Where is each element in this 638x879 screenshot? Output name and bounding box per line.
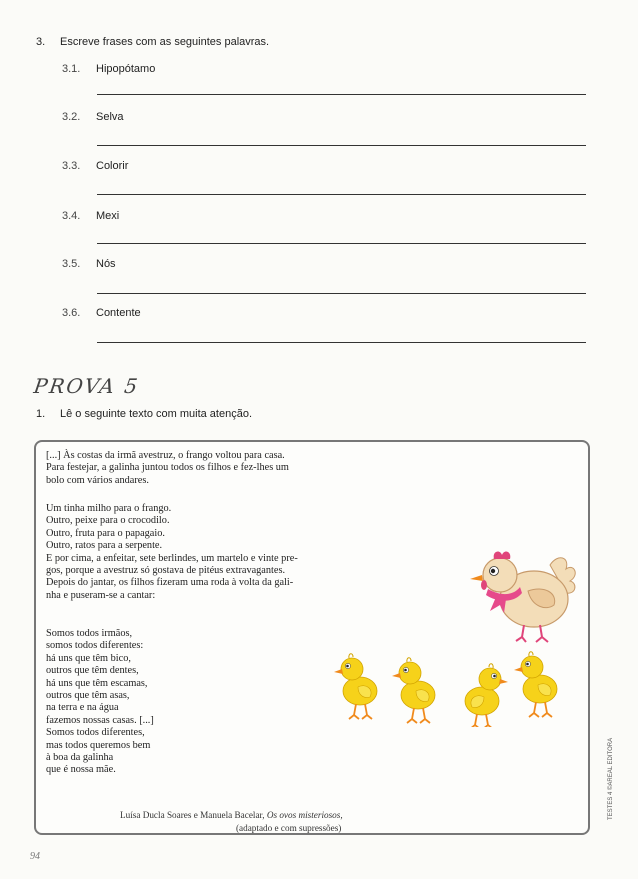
- credit-authors: Luísa Ducla Soares e Manuela Bacelar,: [120, 810, 267, 820]
- item-number: 3.3.: [62, 160, 81, 172]
- answer-line-4[interactable]: [97, 243, 586, 244]
- list-item: [62, 63, 155, 75]
- item-number: 3.5.: [62, 258, 81, 270]
- item-word: Mexi: [96, 210, 120, 222]
- text-paragraph-2: Um tinha milho para o frango. Outro, peixe para o crocodilo. Outro, fruta para o papagaio. Outro, ratos para a serpente. E por cima, a enfeitar, sete berlindes, um martelo e vinte pre- gos, porque a avestruz só gostava de pitéus extravagantes. Depois do jantar, os filhos fizeram uma roda à volta da gali- nha e puseram-se a cantar:: [46, 503, 298, 601]
- chick-icon: [465, 664, 508, 727]
- exercise-1-number: 1.: [36, 408, 46, 420]
- exercise-1-instruction: [36, 408, 252, 420]
- answer-line-6[interactable]: [97, 342, 586, 343]
- text-paragraph-1: [...] Às costas da irmã avestruz, o frango voltou para casa. Para festejar, a galinha juntou todos os filhos e fez-lhes um bolo com vários andares.: [46, 450, 289, 486]
- chick-icon: [334, 654, 377, 719]
- chick-icon: [514, 652, 557, 717]
- list-item: [62, 307, 141, 319]
- answer-line-1[interactable]: [97, 94, 586, 95]
- poem: Somos todos irmãos, somos todos diferentes: há uns que têm bico, outros que têm dentes, há uns que têm escamas, outros que têm asas, na terra e na água fazemos nossas casas. [...] Somos todos diferentes, mas todos queremos bem à boa da galinha que é nossa mãe.: [46, 628, 154, 776]
- credit-book-title: Os ovos misteriosos,: [266, 810, 343, 820]
- chick-icon: [392, 658, 435, 723]
- answer-line-5[interactable]: [97, 293, 586, 294]
- reading-text-box: [34, 440, 590, 835]
- item-number: 3.1.: [62, 63, 81, 75]
- exercise-3-instruction: [36, 36, 269, 48]
- chicks-illustration: [332, 647, 570, 727]
- item-word: Contente: [96, 307, 141, 319]
- page-number: 94: [30, 851, 40, 862]
- exercise-3-number: 3.: [36, 36, 46, 48]
- answer-line-2[interactable]: [97, 145, 586, 146]
- list-item: [62, 111, 124, 123]
- item-number: 3.2.: [62, 111, 81, 123]
- list-item: [62, 210, 119, 222]
- list-item: [62, 160, 128, 172]
- item-number: 3.4.: [62, 210, 81, 222]
- publisher-code: TESTES 4 ©AREAL EDITORA: [608, 737, 614, 820]
- exercise-3-text: Escreve frases com as seguintes palavras.: [60, 36, 270, 48]
- answer-line-3[interactable]: [97, 194, 586, 195]
- hen-illustration: [462, 547, 580, 647]
- credit-line-2: (adaptado e com supressões): [236, 823, 342, 833]
- section-title: PROVA 5: [32, 374, 141, 398]
- exercise-1-text: Lê o seguinte texto com muita atenção.: [60, 408, 253, 420]
- item-word: Colorir: [96, 160, 129, 172]
- credit-line-1: [120, 810, 343, 820]
- list-item: [62, 258, 116, 270]
- item-word: Selva: [96, 111, 124, 123]
- hen-icon: [470, 552, 575, 642]
- item-word: Nós: [96, 258, 116, 270]
- item-number: 3.6.: [62, 307, 81, 319]
- item-word: Hipopótamo: [96, 63, 156, 75]
